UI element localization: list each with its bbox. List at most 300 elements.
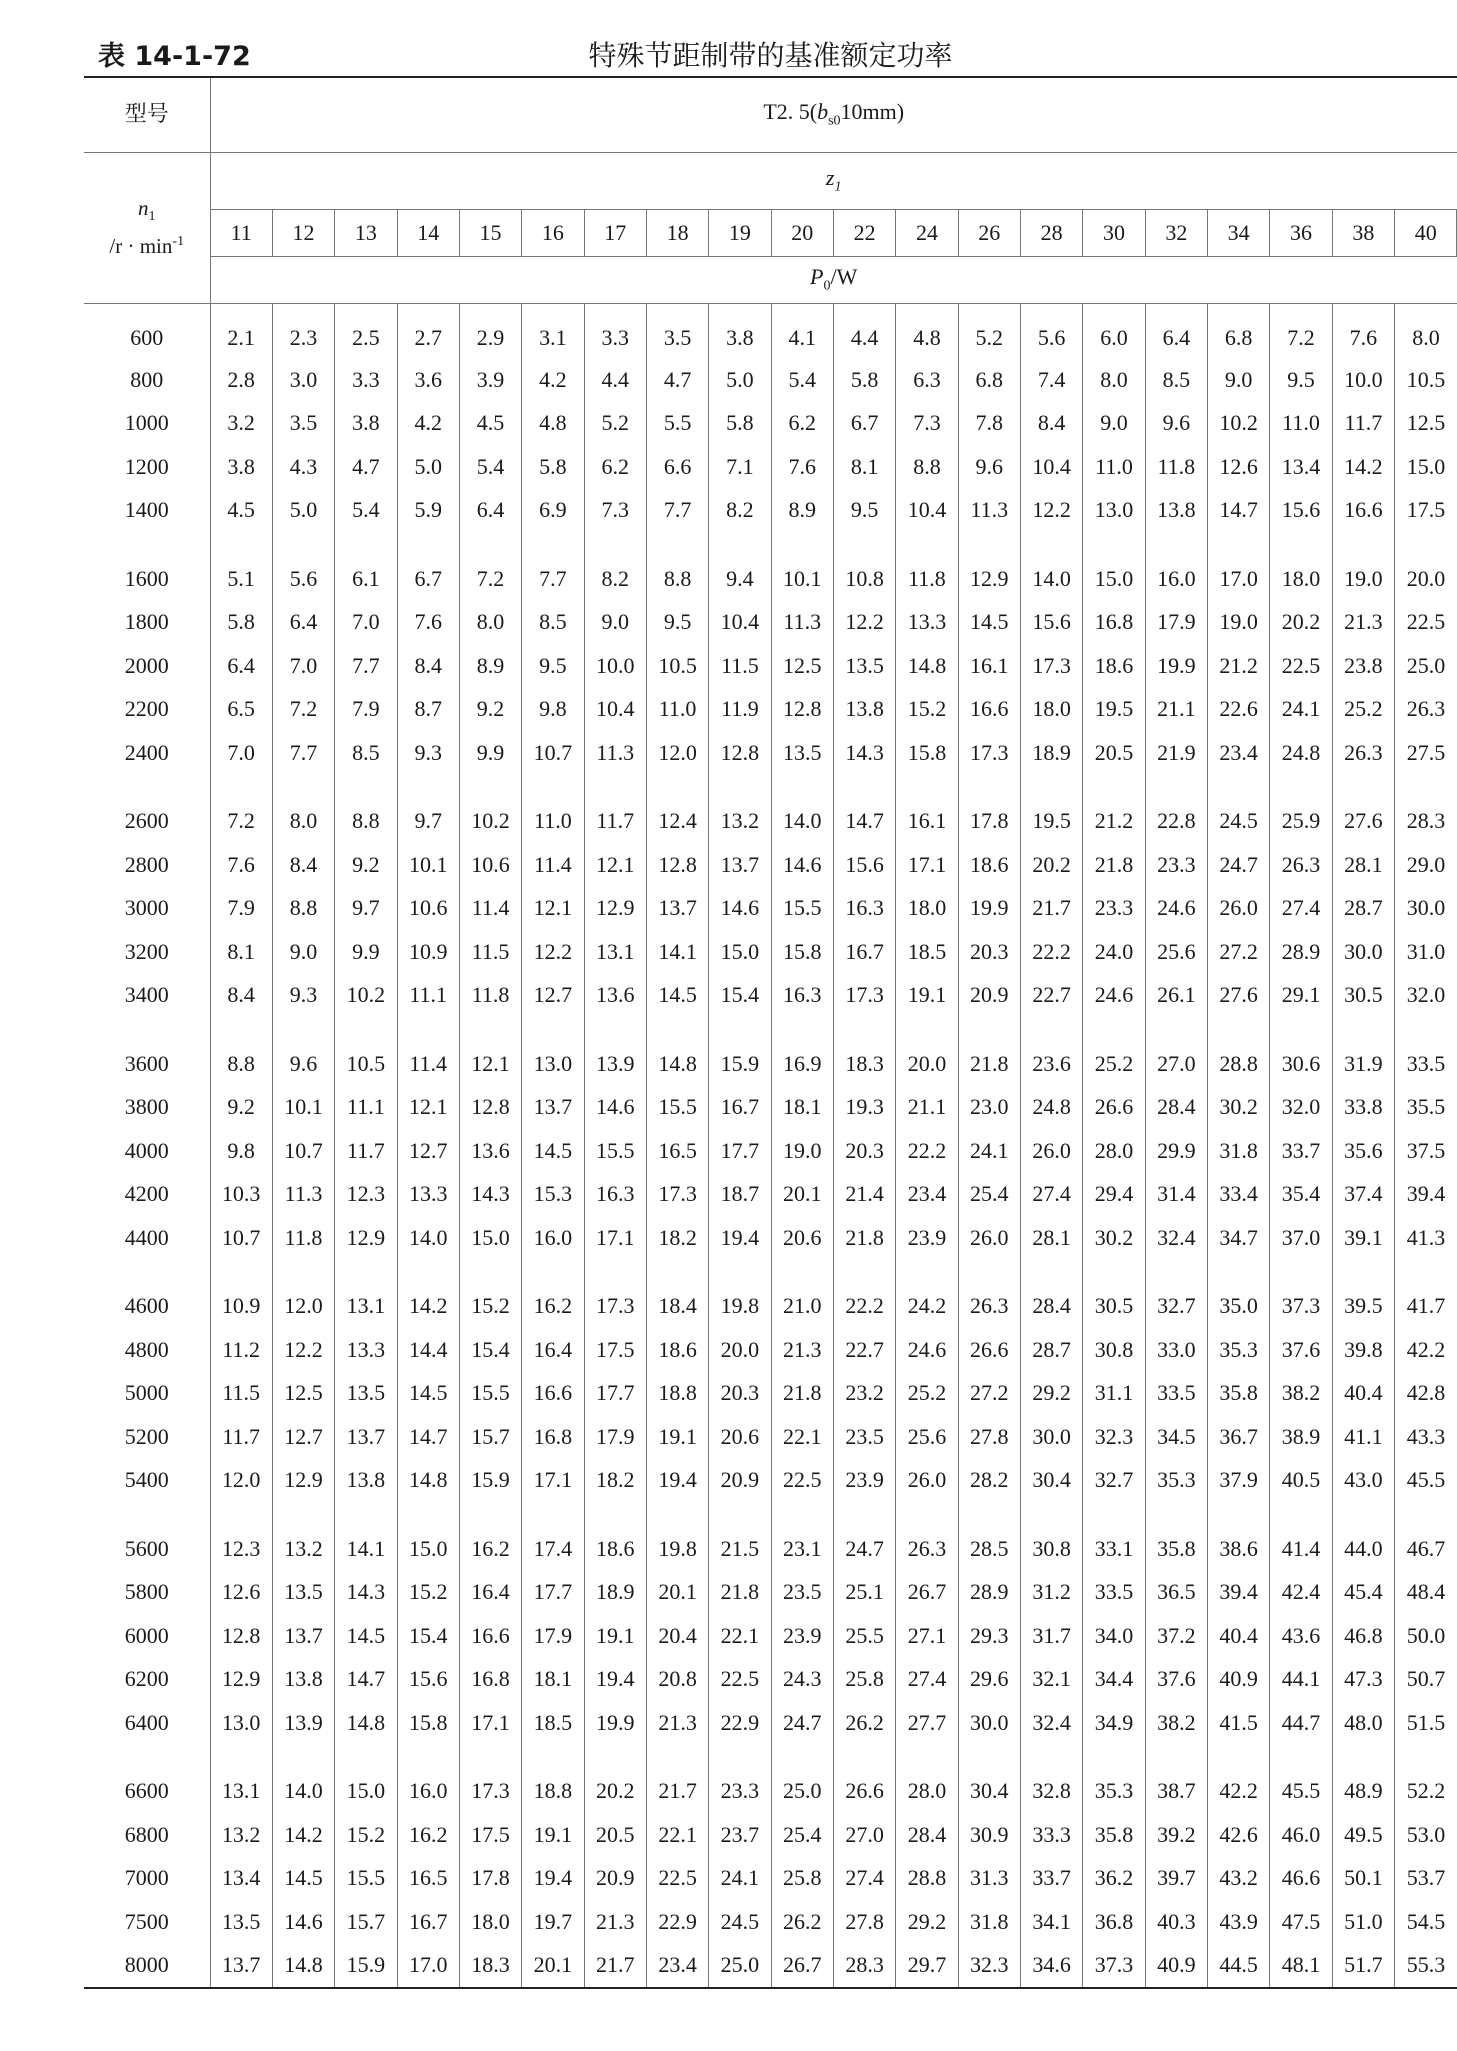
n1-value: 2800 [124, 851, 169, 877]
power-value: 33.4 [1208, 1173, 1270, 1217]
power-value: 19.5 [1020, 800, 1082, 844]
power-value: 9.6 [958, 445, 1020, 489]
power-value: 15.2 [896, 688, 958, 732]
power-value: 9.7 [397, 800, 459, 844]
power-value: 52.2 [1395, 1770, 1457, 1814]
power-value: 25.4 [958, 1173, 1020, 1217]
power-value: 10.4 [1020, 445, 1082, 489]
spacer-cell [272, 1017, 334, 1042]
power-value: 16.3 [833, 887, 895, 931]
power-value: 2.9 [459, 304, 521, 359]
power-value: 35.4 [1270, 1173, 1332, 1217]
power-value: 14.7 [397, 1415, 459, 1459]
power-value: 32.7 [1145, 1285, 1207, 1329]
power-value: 37.6 [1270, 1328, 1332, 1372]
power-value: 21.8 [1083, 843, 1145, 887]
power-value: 14.1 [646, 930, 708, 974]
power-value: 20.0 [896, 1042, 958, 1086]
power-value: 21.1 [1145, 688, 1207, 732]
n1-value: 5000 [124, 1380, 169, 1406]
n1-value: 6400 [124, 1709, 169, 1735]
power-value: 13.0 [210, 1701, 272, 1745]
power-value: 22.1 [646, 1813, 708, 1857]
spacer-cell [646, 1502, 708, 1527]
power-value: 15.9 [335, 1944, 397, 1989]
table-row [84, 304, 1457, 359]
power-value: 22.2 [896, 1129, 958, 1173]
power-value: 7.0 [335, 601, 397, 645]
power-value: 14.2 [272, 1813, 334, 1857]
power-value: 44.1 [1270, 1658, 1332, 1702]
spacer-cell [833, 1502, 895, 1527]
power-value: 18.5 [522, 1701, 584, 1745]
power-value: 9.0 [1083, 402, 1145, 446]
power-value: 13.8 [272, 1658, 334, 1702]
spacer-cell [584, 1017, 646, 1042]
power-value: 23.9 [896, 1216, 958, 1260]
power-value: 40.9 [1208, 1658, 1270, 1702]
power-value: 13.7 [709, 843, 771, 887]
power-value: 5.9 [397, 489, 459, 533]
spacer-cell [84, 1745, 210, 1770]
power-value: 2.5 [335, 304, 397, 359]
power-value: 32.8 [1020, 1770, 1082, 1814]
power-value: 4.2 [397, 402, 459, 446]
power-value: 9.7 [335, 887, 397, 931]
power-value: 28.9 [958, 1571, 1020, 1615]
power-value: 17.4 [522, 1527, 584, 1571]
power-value: 25.2 [1332, 688, 1394, 732]
power-value: 11.2 [210, 1328, 272, 1372]
spacer-cell [84, 1260, 210, 1285]
spacer-cell [1332, 532, 1394, 557]
power-value: 17.1 [584, 1216, 646, 1260]
spacer-cell [335, 1745, 397, 1770]
n1-value: 4600 [124, 1293, 169, 1319]
power-value: 16.1 [958, 644, 1020, 688]
power-value: 14.8 [397, 1459, 459, 1503]
power-value: 30.6 [1270, 1042, 1332, 1086]
table-row [84, 887, 1457, 931]
spacer-cell [210, 532, 272, 557]
n1-value: 6800 [124, 1821, 169, 1847]
power-value: 18.1 [522, 1658, 584, 1702]
power-value: 35.0 [1208, 1285, 1270, 1329]
power-value: 15.5 [584, 1129, 646, 1173]
power-value: 9.3 [272, 974, 334, 1018]
power-value: 19.8 [646, 1527, 708, 1571]
power-value: 39.2 [1145, 1813, 1207, 1857]
power-value: 9.6 [1145, 402, 1207, 446]
power-value: 6.4 [272, 601, 334, 645]
power-value: 13.9 [584, 1042, 646, 1086]
power-value: 14.0 [272, 1770, 334, 1814]
spacer-cell [1332, 1502, 1394, 1527]
power-value: 9.0 [272, 930, 334, 974]
power-value: 10.1 [272, 1086, 334, 1130]
spacer-cell [709, 1745, 771, 1770]
power-value: 14.4 [397, 1328, 459, 1372]
spacer-cell [210, 775, 272, 800]
n1-value: 3400 [124, 982, 169, 1008]
power-value: 39.8 [1332, 1328, 1394, 1372]
power-value: 22.5 [646, 1857, 708, 1901]
table-row [84, 1216, 1457, 1260]
table-row [84, 731, 1457, 775]
power-value: 18.4 [646, 1285, 708, 1329]
power-value: 30.4 [958, 1770, 1020, 1814]
power-value: 26.1 [1145, 974, 1207, 1018]
power-value: 53.0 [1395, 1813, 1457, 1857]
power-value: 7.4 [1020, 358, 1082, 402]
power-value: 34.1 [1020, 1900, 1082, 1944]
spacer-cell [1020, 1745, 1082, 1770]
z1-value: 16 [522, 210, 584, 257]
power-value: 32.3 [1083, 1415, 1145, 1459]
power-value: 11.7 [210, 1415, 272, 1459]
power-value: 9.5 [1270, 358, 1332, 402]
spacer-cell [1145, 1017, 1207, 1042]
power-value: 36.7 [1208, 1415, 1270, 1459]
power-value: 11.1 [397, 974, 459, 1018]
power-value: 9.2 [210, 1086, 272, 1130]
power-value: 27.4 [896, 1658, 958, 1702]
z1-value: 11 [210, 210, 272, 257]
power-value: 27.0 [1145, 1042, 1207, 1086]
table-row [84, 1459, 1457, 1503]
power-value: 10.6 [397, 887, 459, 931]
power-value: 16.7 [709, 1086, 771, 1130]
power-value: 50.1 [1332, 1857, 1394, 1901]
table-row [84, 1770, 1457, 1814]
power-value: 6.8 [958, 358, 1020, 402]
power-value: 36.2 [1083, 1857, 1145, 1901]
power-value: 4.3 [272, 445, 334, 489]
spacer-cell [1270, 775, 1332, 800]
power-value: 27.2 [1208, 930, 1270, 974]
table-row [84, 1372, 1457, 1416]
power-value: 14.8 [896, 644, 958, 688]
power-value: 7.3 [584, 489, 646, 533]
power-value: 23.9 [833, 1459, 895, 1503]
z1-header [210, 153, 1457, 210]
power-value: 4.2 [522, 358, 584, 402]
power-value: 37.3 [1083, 1944, 1145, 1989]
power-value: 25.0 [709, 1944, 771, 1989]
power-value: 21.7 [584, 1944, 646, 1989]
power-value: 10.0 [1332, 358, 1394, 402]
power-value: 37.0 [1270, 1216, 1332, 1260]
power-value: 15.2 [335, 1813, 397, 1857]
power-value: 23.3 [1083, 887, 1145, 931]
power-value: 33.5 [1395, 1042, 1457, 1086]
power-value: 22.7 [833, 1328, 895, 1372]
z1-value: 19 [709, 210, 771, 257]
n1-value: 2000 [124, 652, 169, 678]
spacer-cell [1020, 775, 1082, 800]
spacer-cell [1083, 775, 1145, 800]
power-value: 6.7 [833, 402, 895, 446]
power-value: 20.6 [771, 1216, 833, 1260]
table-row [84, 1614, 1457, 1658]
spacer-cell [335, 1017, 397, 1042]
power-value: 12.9 [210, 1658, 272, 1702]
n1-value: 5600 [124, 1535, 169, 1561]
power-value: 41.7 [1395, 1285, 1457, 1329]
power-value: 19.0 [1208, 601, 1270, 645]
power-value: 7.7 [272, 731, 334, 775]
spacer-cell [896, 1745, 958, 1770]
power-value: 29.9 [1145, 1129, 1207, 1173]
power-value: 27.4 [1270, 887, 1332, 931]
power-value: 10.7 [210, 1216, 272, 1260]
power-value: 22.6 [1208, 688, 1270, 732]
n1-sub: 1 [148, 209, 156, 225]
power-value: 21.7 [1020, 887, 1082, 931]
power-value: 28.4 [896, 1813, 958, 1857]
power-value: 16.1 [896, 800, 958, 844]
power-value: 26.2 [771, 1900, 833, 1944]
power-value: 12.7 [522, 974, 584, 1018]
power-value: 9.2 [459, 688, 521, 732]
power-value: 11.4 [522, 843, 584, 887]
power-value: 22.5 [771, 1459, 833, 1503]
n1-value: 1600 [124, 565, 169, 591]
power-value: 18.9 [1020, 731, 1082, 775]
power-value: 15.6 [1020, 601, 1082, 645]
p0-unit: /W [830, 264, 858, 290]
power-value: 12.7 [397, 1129, 459, 1173]
power-value: 21.1 [896, 1086, 958, 1130]
power-value: 9.2 [335, 843, 397, 887]
power-value: 14.6 [584, 1086, 646, 1130]
power-value: 7.2 [459, 557, 521, 601]
power-value: 31.8 [958, 1900, 1020, 1944]
power-value: 18.3 [459, 1944, 521, 1989]
power-value: 46.7 [1395, 1527, 1457, 1571]
power-value: 33.5 [1145, 1372, 1207, 1416]
power-value: 13.5 [833, 644, 895, 688]
power-value: 26.0 [958, 1216, 1020, 1260]
power-value: 27.0 [833, 1813, 895, 1857]
z1-value: 15 [459, 210, 521, 257]
power-value: 31.9 [1332, 1042, 1394, 1086]
power-value: 23.4 [646, 1944, 708, 1989]
power-value: 9.4 [709, 557, 771, 601]
power-value: 37.9 [1208, 1459, 1270, 1503]
power-value: 5.4 [335, 489, 397, 533]
spacer-cell [833, 1260, 895, 1285]
power-value: 16.5 [646, 1129, 708, 1173]
power-value: 17.0 [1208, 557, 1270, 601]
power-value: 48.1 [1270, 1944, 1332, 1989]
power-value: 10.7 [272, 1129, 334, 1173]
power-value: 24.7 [771, 1701, 833, 1745]
power-value: 23.6 [1020, 1042, 1082, 1086]
power-value: 44.0 [1332, 1527, 1394, 1571]
power-value: 29.1 [1270, 974, 1332, 1018]
power-value: 17.1 [459, 1701, 521, 1745]
power-value: 25.0 [1395, 644, 1457, 688]
power-value: 4.7 [335, 445, 397, 489]
z1-value: 38 [1332, 210, 1394, 257]
power-value: 18.6 [958, 843, 1020, 887]
table-row [84, 1042, 1457, 1086]
power-value: 19.1 [522, 1813, 584, 1857]
power-value: 7.0 [210, 731, 272, 775]
power-value: 11.5 [210, 1372, 272, 1416]
power-value: 12.1 [397, 1086, 459, 1130]
power-value: 24.6 [1083, 974, 1145, 1018]
power-value: 17.9 [1145, 601, 1207, 645]
spacer-cell [1208, 532, 1270, 557]
power-value: 8.4 [210, 974, 272, 1018]
power-value: 31.1 [1083, 1372, 1145, 1416]
power-value: 14.0 [397, 1216, 459, 1260]
power-value: 40.4 [1332, 1372, 1394, 1416]
power-value: 44.7 [1270, 1701, 1332, 1745]
power-value: 30.2 [1208, 1086, 1270, 1130]
spacer-cell [459, 1502, 521, 1527]
power-value: 23.0 [958, 1086, 1020, 1130]
power-value: 25.2 [896, 1372, 958, 1416]
power-value: 24.6 [1145, 887, 1207, 931]
power-value: 17.3 [646, 1173, 708, 1217]
spacer-cell [1270, 1017, 1332, 1042]
power-value: 13.1 [584, 930, 646, 974]
power-value: 37.2 [1145, 1614, 1207, 1658]
spacer-cell [584, 1502, 646, 1527]
spacer-cell [1020, 1017, 1082, 1042]
power-value: 7.6 [397, 601, 459, 645]
power-value: 5.1 [210, 557, 272, 601]
spacer-cell [459, 1260, 521, 1285]
power-value: 13.2 [272, 1527, 334, 1571]
model-spec [210, 77, 1457, 153]
power-value: 16.7 [833, 930, 895, 974]
power-value: 37.5 [1395, 1129, 1457, 1173]
power-value: 20.3 [833, 1129, 895, 1173]
power-value: 25.6 [1145, 930, 1207, 974]
power-value: 13.6 [459, 1129, 521, 1173]
table-row [84, 445, 1457, 489]
power-value: 12.2 [522, 930, 584, 974]
n1-value: 6000 [124, 1622, 169, 1648]
power-value: 11.9 [709, 688, 771, 732]
power-value: 18.6 [646, 1328, 708, 1372]
power-value: 8.4 [1020, 402, 1082, 446]
power-value: 4.4 [584, 358, 646, 402]
power-value: 8.8 [896, 445, 958, 489]
spacer-cell [896, 1017, 958, 1042]
power-value: 8.0 [1083, 358, 1145, 402]
spacer-cell [1208, 1017, 1270, 1042]
spacer-cell [584, 532, 646, 557]
power-value: 13.0 [1083, 489, 1145, 533]
spacer-cell [459, 775, 521, 800]
power-value: 23.3 [1145, 843, 1207, 887]
power-value: 26.6 [1083, 1086, 1145, 1130]
power-value: 12.1 [522, 887, 584, 931]
power-value: 16.8 [459, 1658, 521, 1702]
power-value: 8.8 [210, 1042, 272, 1086]
power-value: 3.2 [210, 402, 272, 446]
n1-value: 800 [130, 366, 164, 392]
power-value: 15.7 [335, 1900, 397, 1944]
power-value: 20.4 [646, 1614, 708, 1658]
z1-value: 22 [833, 210, 895, 257]
power-value: 20.9 [584, 1857, 646, 1901]
power-value: 48.0 [1332, 1701, 1394, 1745]
n1-value: 1800 [124, 609, 169, 635]
power-value: 16.2 [459, 1527, 521, 1571]
power-value: 13.7 [646, 887, 708, 931]
power-value: 2.1 [210, 304, 272, 359]
power-value: 11.3 [584, 731, 646, 775]
table-row [84, 1857, 1457, 1901]
power-value: 18.3 [833, 1042, 895, 1086]
spacer-cell [1083, 1260, 1145, 1285]
power-value: 11.0 [522, 800, 584, 844]
power-value: 12.8 [646, 843, 708, 887]
table-row [84, 1571, 1457, 1615]
power-value: 27.1 [896, 1614, 958, 1658]
power-value: 10.0 [584, 644, 646, 688]
power-value: 13.5 [210, 1900, 272, 1944]
power-value: 15.2 [397, 1571, 459, 1615]
power-value: 12.2 [272, 1328, 334, 1372]
power-value: 7.9 [210, 887, 272, 931]
power-value: 14.5 [522, 1129, 584, 1173]
power-value: 25.9 [1270, 800, 1332, 844]
power-value: 16.3 [771, 974, 833, 1018]
power-value: 29.7 [896, 1944, 958, 1989]
power-value: 14.0 [1020, 557, 1082, 601]
power-value: 13.7 [272, 1614, 334, 1658]
power-value: 5.8 [522, 445, 584, 489]
power-value: 15.9 [459, 1459, 521, 1503]
power-value: 13.8 [335, 1459, 397, 1503]
power-value: 3.8 [335, 402, 397, 446]
power-value: 22.8 [1145, 800, 1207, 844]
power-value: 3.6 [397, 358, 459, 402]
power-value: 14.2 [1332, 445, 1394, 489]
power-value: 47.5 [1270, 1900, 1332, 1944]
power-value: 35.3 [1208, 1328, 1270, 1372]
power-value: 25.5 [833, 1614, 895, 1658]
power-value: 30.5 [1332, 974, 1394, 1018]
spacer-cell [958, 1260, 1020, 1285]
power-value: 10.1 [397, 843, 459, 887]
power-value: 11.8 [896, 557, 958, 601]
power-value: 38.9 [1270, 1415, 1332, 1459]
spacer-cell [84, 775, 210, 800]
power-value: 11.8 [459, 974, 521, 1018]
power-value: 17.7 [709, 1129, 771, 1173]
power-value: 17.3 [958, 731, 1020, 775]
z1-value: 40 [1395, 210, 1457, 257]
power-value: 29.0 [1395, 843, 1457, 887]
power-value: 40.9 [1145, 1944, 1207, 1989]
power-value: 26.3 [896, 1527, 958, 1571]
z1-value: 28 [1020, 210, 1082, 257]
power-value: 7.7 [335, 644, 397, 688]
power-value: 10.6 [459, 843, 521, 887]
power-value: 45.4 [1332, 1571, 1394, 1615]
power-value: 29.2 [1020, 1372, 1082, 1416]
power-value: 16.4 [459, 1571, 521, 1615]
power-value: 21.5 [709, 1527, 771, 1571]
